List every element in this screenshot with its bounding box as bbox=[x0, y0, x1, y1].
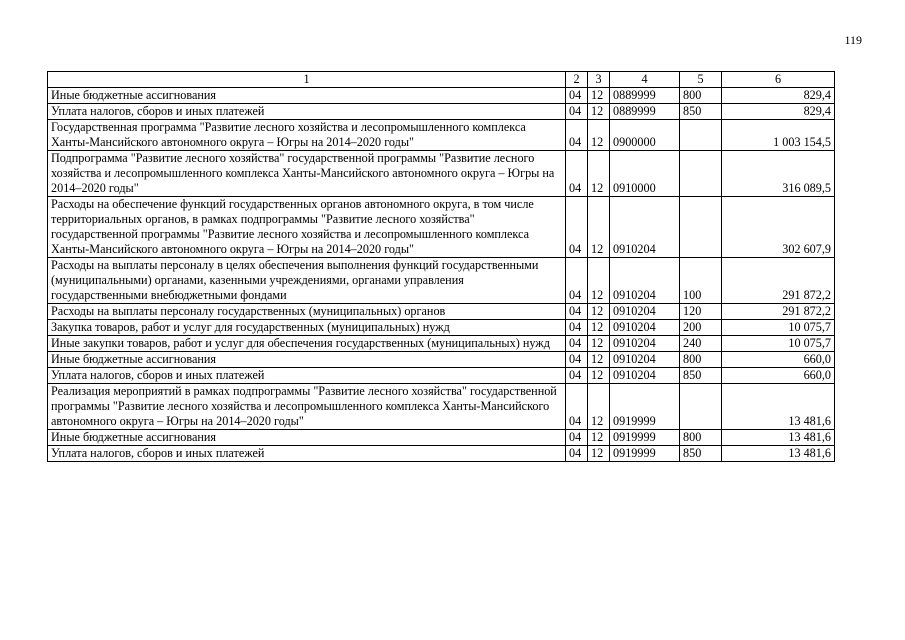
row-expense-type-cell: 100 bbox=[680, 258, 722, 304]
row-subsection-cell: 12 bbox=[588, 197, 610, 258]
row-expense-type-cell: 240 bbox=[680, 336, 722, 352]
row-name-cell: Уплата налогов, сборов и иных платежей bbox=[48, 446, 566, 462]
row-subsection-cell: 12 bbox=[588, 88, 610, 104]
row-section-cell: 04 bbox=[566, 258, 588, 304]
table-row bbox=[48, 104, 835, 120]
row-name-cell: Реализация мероприятий в рамках подпрограммы "Развитие лесного хозяйства" государственной программы "Развитие лесного хозяйства и лесопромышленного комплекса Ханты-Мансийского автономного округа – Югры на 2014–2020 годы" bbox=[48, 384, 566, 430]
row-name-cell: Уплата налогов, сборов и иных платежей bbox=[48, 104, 566, 120]
column-header-6: 6 bbox=[722, 72, 835, 88]
table-row bbox=[48, 336, 835, 352]
row-target-code-cell: 0910204 bbox=[610, 352, 680, 368]
row-amount-cell: 10 075,7 bbox=[722, 320, 835, 336]
row-section-cell: 04 bbox=[566, 304, 588, 320]
row-subsection-cell: 12 bbox=[588, 151, 610, 197]
table-row bbox=[48, 304, 835, 320]
row-section-cell: 04 bbox=[566, 430, 588, 446]
row-name-cell: Государственная программа "Развитие лесного хозяйства и лесопромышленного комплекса Ханты-Мансийского автономного округа – Югры на 2014–2020 годы" bbox=[48, 120, 566, 151]
row-target-code-cell: 0910204 bbox=[610, 320, 680, 336]
row-section-cell: 04 bbox=[566, 104, 588, 120]
row-subsection-cell: 12 bbox=[588, 104, 610, 120]
column-header-1: 1 bbox=[48, 72, 566, 88]
row-subsection-cell: 12 bbox=[588, 368, 610, 384]
table-row bbox=[48, 197, 835, 258]
table-row bbox=[48, 88, 835, 104]
row-subsection-cell: 12 bbox=[588, 430, 610, 446]
row-target-code-cell: 0910000 bbox=[610, 151, 680, 197]
row-amount-cell: 302 607,9 bbox=[722, 197, 835, 258]
row-section-cell: 04 bbox=[566, 120, 588, 151]
table-row bbox=[48, 352, 835, 368]
row-section-cell: 04 bbox=[566, 151, 588, 197]
row-target-code-cell: 0910204 bbox=[610, 197, 680, 258]
budget-table bbox=[47, 71, 835, 462]
row-amount-cell: 13 481,6 bbox=[722, 446, 835, 462]
table-row bbox=[48, 430, 835, 446]
row-amount-cell: 291 872,2 bbox=[722, 304, 835, 320]
table-row bbox=[48, 151, 835, 197]
row-subsection-cell: 12 bbox=[588, 336, 610, 352]
table-row bbox=[48, 446, 835, 462]
row-expense-type-cell: 850 bbox=[680, 104, 722, 120]
row-subsection-cell: 12 bbox=[588, 120, 610, 151]
row-target-code-cell: 0910204 bbox=[610, 336, 680, 352]
row-expense-type-cell bbox=[680, 384, 722, 430]
row-amount-cell: 660,0 bbox=[722, 368, 835, 384]
row-name-cell: Закупка товаров, работ и услуг для государственных (муниципальных) нужд bbox=[48, 320, 566, 336]
row-subsection-cell: 12 bbox=[588, 384, 610, 430]
row-name-cell: Иные бюджетные ассигнования bbox=[48, 352, 566, 368]
page-number: 119 bbox=[844, 33, 862, 47]
row-amount-cell: 1 003 154,5 bbox=[722, 120, 835, 151]
row-target-code-cell: 0919999 bbox=[610, 446, 680, 462]
row-target-code-cell: 0910204 bbox=[610, 258, 680, 304]
row-amount-cell: 13 481,6 bbox=[722, 384, 835, 430]
row-name-cell: Иные закупки товаров, работ и услуг для обеспечения государственных (муниципальных) нужд bbox=[48, 336, 566, 352]
column-header-5: 5 bbox=[680, 72, 722, 88]
row-name-cell: Уплата налогов, сборов и иных платежей bbox=[48, 368, 566, 384]
row-section-cell: 04 bbox=[566, 446, 588, 462]
row-section-cell: 04 bbox=[566, 336, 588, 352]
row-name-cell: Подпрограмма "Развитие лесного хозяйства" государственной программы "Развитие лесного хозяйства и лесопромышленного комплекса Ханты-Мансийского автономного округа – Югры на 2014–2020 годы" bbox=[48, 151, 566, 197]
row-target-code-cell: 0919999 bbox=[610, 384, 680, 430]
row-amount-cell: 316 089,5 bbox=[722, 151, 835, 197]
row-subsection-cell: 12 bbox=[588, 258, 610, 304]
table-row bbox=[48, 368, 835, 384]
table-row bbox=[48, 258, 835, 304]
row-subsection-cell: 12 bbox=[588, 352, 610, 368]
row-amount-cell: 829,4 bbox=[722, 88, 835, 104]
column-header-3: 3 bbox=[588, 72, 610, 88]
row-amount-cell: 829,4 bbox=[722, 104, 835, 120]
row-section-cell: 04 bbox=[566, 384, 588, 430]
row-section-cell: 04 bbox=[566, 197, 588, 258]
row-subsection-cell: 12 bbox=[588, 446, 610, 462]
table-row bbox=[48, 120, 835, 151]
row-name-cell: Иные бюджетные ассигнования bbox=[48, 88, 566, 104]
table-body bbox=[48, 88, 835, 462]
table-row bbox=[48, 320, 835, 336]
row-expense-type-cell bbox=[680, 151, 722, 197]
row-target-code-cell: 0910204 bbox=[610, 368, 680, 384]
row-expense-type-cell: 800 bbox=[680, 88, 722, 104]
row-section-cell: 04 bbox=[566, 368, 588, 384]
row-target-code-cell: 0919999 bbox=[610, 430, 680, 446]
row-name-cell: Расходы на выплаты персоналу государственных (муниципальных) органов bbox=[48, 304, 566, 320]
column-header-2: 2 bbox=[566, 72, 588, 88]
row-section-cell: 04 bbox=[566, 352, 588, 368]
row-expense-type-cell: 120 bbox=[680, 304, 722, 320]
row-expense-type-cell bbox=[680, 197, 722, 258]
row-expense-type-cell: 800 bbox=[680, 352, 722, 368]
row-subsection-cell: 12 bbox=[588, 304, 610, 320]
table-header-row bbox=[48, 72, 835, 88]
row-target-code-cell: 0889999 bbox=[610, 104, 680, 120]
row-target-code-cell: 0900000 bbox=[610, 120, 680, 151]
row-name-cell: Расходы на выплаты персоналу в целях обеспечения выполнения функций государственными (муниципальными) органами, казенными учреждениями, органами управления государственными внебюджетными фондами bbox=[48, 258, 566, 304]
row-name-cell: Расходы на обеспечение функций государственных органов автономного округа, в том числе территориальных органов, в рамках подпрограммы "Развитие лесного хозяйства" государственной программы "Развитие лесного хозяйства и лесопромышленного комплекса Ханты-Мансийского автономного округа – Югры на 2014–2020 годы" bbox=[48, 197, 566, 258]
row-section-cell: 04 bbox=[566, 320, 588, 336]
row-expense-type-cell: 850 bbox=[680, 446, 722, 462]
table-row bbox=[48, 384, 835, 430]
row-expense-type-cell bbox=[680, 120, 722, 151]
row-target-code-cell: 0910204 bbox=[610, 304, 680, 320]
row-subsection-cell: 12 bbox=[588, 320, 610, 336]
row-section-cell: 04 bbox=[566, 88, 588, 104]
row-name-cell: Иные бюджетные ассигнования bbox=[48, 430, 566, 446]
row-expense-type-cell: 200 bbox=[680, 320, 722, 336]
row-amount-cell: 10 075,7 bbox=[722, 336, 835, 352]
row-target-code-cell: 0889999 bbox=[610, 88, 680, 104]
row-expense-type-cell: 850 bbox=[680, 368, 722, 384]
row-amount-cell: 291 872,2 bbox=[722, 258, 835, 304]
row-amount-cell: 13 481,6 bbox=[722, 430, 835, 446]
column-header-4: 4 bbox=[610, 72, 680, 88]
row-amount-cell: 660,0 bbox=[722, 352, 835, 368]
row-expense-type-cell: 800 bbox=[680, 430, 722, 446]
